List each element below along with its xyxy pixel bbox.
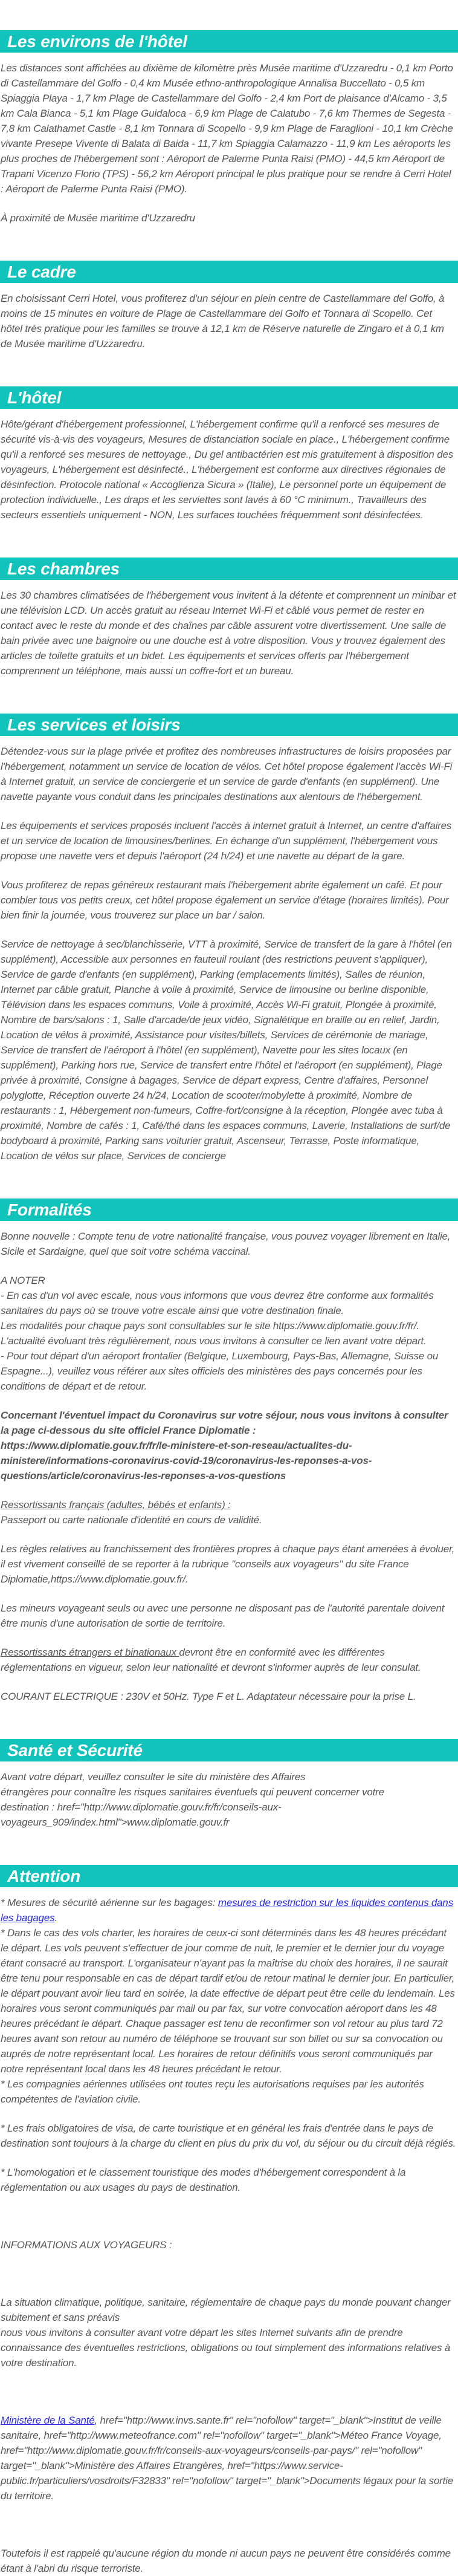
french-nationals-block	[1, 1497, 456, 1527]
note-line-border-airport: - Pour tout départ d'un aéroport frontalier (Belgique, Luxembourg, Pays-Bas, Allemagne, Suisse ou Espagne...), veuillez vous référer aux sites officiels des ministères des pays concernés pour les conditions de départ et de retour.	[1, 1350, 439, 1392]
note-line-website: Les modalités pour chaque pays sont consultables sur le site https://www.diplomatie.gouv.fr/fr/. L'actualité évoluant très régulièrement, nous vous invitons à consulter ce lien avant votre départ.	[1, 1320, 427, 1347]
services-leisure-text: Détendez-vous sur la plage privée et profitez des nombreuses infrastructures de loisirs proposées par l'hébergement, notamment un service de location de vélos. Cet hôtel propose également l'accès Wi-Fi à Internet gratuit, un service de conciergerie et un service de garde d'enfants (en supplément). Une navette payante vous conduit dans les principales destinations aux alentours de l'hébergement.	[1, 746, 453, 802]
section-services	[0, 714, 458, 1163]
formalities-note-block	[1, 1273, 456, 1394]
visa-fees-text: * Les frais obligatoires de visa, de carte touristique et en général les frais d'entrée dans le pays de destination sont toujours à la charge du client en plus du prix du vol, du séjour ou du circuit déjà réglés.	[1, 2122, 456, 2149]
situation-block	[1, 2295, 456, 2370]
surroundings-distances-text: Les distances sont affichées au dixième de kilomètre près Musée maritime d'Uzzaredru - 0,1 km Porto di Castellammare del Golfo - 0,4 km Musée ethno-anthropologique Annalisa Buccellato - 0,5 km Spiaggia Playa - 1,7 km Plage de Castellammare del Golfo - 2,4 km Port de plaisance d'Alcamo - 3,5 km Cala Bianca - 5,1 km Plage Guidaloca - 6,9 km Plage de Calatubo - 7,6 km Thermes de Segesta - 7,8 km Calathamet Castle - 8,1 km Tonnara di Scopello - 9,9 km Plage de Faraglioni - 10,1 km Crèche vivante Presepe Vivente di Balata di Baida - 11,7 km Spiaggia Calamazzo - 11,9 km Les aéroports les plus proches de l'hébergement sont : Aéroport de Palerme Punta Raisi (PMO) - 44,5 km Aéroport de Trapani Vicenzo Florio (TPS) - 56,2 km Aéroport principal le plus pratique pour se rendre à Cerri Hotel : Aéroport de Palerme Punta Raisi (PMO).	[1, 62, 453, 195]
covid-notice-url: https://www.diplomatie.gouv.fr/fr/le-ministere-et-son-reseau/actualites-du-ministere/informations-coronavirus-covid-19/coronavirus-les-reponses-a-vos-questions/article/coronavirus-les-reponses-a-vos-questions	[1, 1440, 372, 1482]
health-line-3: destination : href="http://www.diplomatie.gouv.fr/fr/conseils-aux-voyageurs_909/index.html">www.diplomatie.gouv.fr	[1, 1801, 282, 1828]
section-header-hotel: L'hôtel	[0, 386, 458, 409]
section-health-safety	[0, 1739, 458, 1830]
baggage-security-line	[1, 1895, 456, 1925]
section-header-attention: Attention	[0, 1865, 458, 1887]
note-heading: A NOTER	[1, 1275, 45, 1286]
baggage-security-suffix: .	[54, 1912, 58, 1924]
french-nationals-heading: Ressortissants français (adultes, bébés et enfants) :	[1, 1499, 231, 1511]
note-line-stopover: - En cas d'un vol avec escale, nous vous informons que vous devrez être conforme aux formalités sanitaires du pays où se trouve votre escale ainsi que votre destination finale.	[1, 1290, 434, 1316]
section-attention	[0, 1865, 458, 2576]
airlines-authorizations-text: * Les compagnies aériennes utilisées ont toutes reçu les autorisations requises par les autorités compétentes de l'aviation civile.	[1, 2078, 424, 2105]
homologation-text: * L'homologation et le classement touristique des modes d'hébergement correspondent à la réglementation ou aux usages du pays de destination.	[1, 2167, 406, 2193]
services-dining-text: Vous profiterez de repas généreux restaurant mais l'hébergement abrite également un café. Et pour combler tous vos petits creux, cet hôtel propose également un service d'étage (horaires limités). Pour bien finir la journée, vous trouverez sur place un bar / salon.	[1, 879, 449, 921]
section-header-services: Les services et loisirs	[0, 714, 458, 736]
minors-text: Les mineurs voyageant seuls ou avec une personne ne disposant pas de l'autorité parentale doivent être munis d'une autorisation de sortie de territoire.	[1, 1602, 445, 1629]
french-nationals-text: Passeport ou carte nationale d'identité en cours de validité.	[1, 1514, 262, 1526]
health-line-2: étrangères pour connaître les risques sanitaires éventuels qui peuvent concerner votre	[1, 1786, 384, 1798]
foreign-nationals-heading: Ressortissants étrangers et binationaux	[1, 1647, 179, 1658]
health-ministry-link[interactable]: Ministère de la Santé	[1, 2415, 95, 2426]
official-sites-block	[1, 2413, 456, 2503]
section-setting	[0, 261, 458, 351]
terrorism-warning-text: Toutefois il est rappelé qu'aucune région du monde ni aucun pays ne peuvent être considérés comme étant à l'abri du risque terroriste.	[1, 2548, 451, 2574]
section-header-formalities: Formalités	[0, 1199, 458, 1221]
health-line-1: Avant votre départ, veuillez consulter le site du ministère des Affaires	[1, 1771, 306, 1783]
section-header-surroundings: Les environs de l'hôtel	[0, 30, 458, 53]
health-advice-block	[1, 1769, 456, 1830]
section-header-setting: Le cadre	[0, 261, 458, 283]
services-equipment-text: Les équipements et services proposés incluent l'accès à internet gratuit à Internet, un centre d'affaires et un service de location de limousines/berlines. En échange d'un supplément, l'hébergement vous propose une navette vers et depuis l'aéroport (24 h/24) et une navette au départ de la gare.	[1, 820, 452, 862]
electric-current-text: COURANT ELECTRIQUE : 230V et 50Hz. Type F et L. Adaptateur nécessaire pour la prise L.	[1, 1691, 416, 1702]
travellers-info-heading: INFORMATIONS AUX VOYAGEURS :	[1, 2239, 172, 2251]
hotel-description-page	[0, 30, 458, 2576]
border-rules-text: Les règles relatives au franchissement des frontières propres à chaque pays étant amenées à évoluer, il est vivement conseillé de se reporter à la rubrique "conseils aux voyageurs" du site France Diplomatie,https://www.diplomatie.gouv.fr/.	[1, 1543, 455, 1585]
foreign-nationals-block	[1, 1645, 456, 1675]
section-rooms	[0, 558, 458, 678]
hotel-measures-text: Hôte/gérant d'hébergement professionnel, L'hébergement confirme qu'il a renforcé ses mesures de sécurité vis-à-vis des voyageurs, Mesures de distanciation sociale en place., L'hébergement confirme qu'il a renforcé ses mesures de nettoyage., Du gel antibactérien est mis gratuitement à disposition des voyageurs, L'hébergement est désinfecté., L'hébergement est conforme aux directives régionales de désinfection. Protocole national « Accoglienza Sicura » (Italie), Le personnel porte un équipement de protection individuelle., Les draps et les serviettes sont lavés à 60 °C minimum., Travailleurs des secteurs essentiels uniquement - NON, Les surfaces touchées fréquemment sont désinfectées.	[1, 418, 454, 521]
section-formalities	[0, 1199, 458, 1704]
covid-notice-text: Concernant l'éventuel impact du Coronavirus sur votre séjour, nous vous invitons à consulter la page ci-dessous du site officiel France Diplomatie :	[1, 1410, 448, 1436]
section-hotel	[0, 386, 458, 522]
official-sites-text: , href="http://www.invs.sante.fr" rel="nofollow" target="_blank">Institut de veille sanitaire, href="http://www.meteofrance.com" rel="nofollow" target="_blank">Méteo France Voyage, href="http://www.diplomatie.gouv.fr/fr/conseils-aux-voyageurs/conseils-par-pays/" rel="nofollow" target="_blank">Ministère des Affaires Etrangères, href="https://www.service-public.fr/particuliers/vosdroits/F32833" rel="nofollow" target="_blank">Documents légaux pour la sortie du territoire.	[1, 2415, 453, 2502]
covid-notice-block	[1, 1408, 456, 1483]
section-header-health-safety: Santé et Sécurité	[0, 1739, 458, 1761]
situation-line-2: nous vous invitons à consulter avant votre départ les sites Internet suivants afin de prendre connaissance des éventuelles restrictions, obligations ou tout simplement des informations relatives à votre destination.	[1, 2327, 451, 2369]
section-header-rooms: Les chambres	[0, 558, 458, 580]
section-surroundings	[0, 30, 458, 226]
charter-flights-text: * Dans le cas des vols charter, les horaires de ceux-ci sont déterminés dans les 48 heures précédant le départ. Les vols peuvent s'effectuer de jour comme de nuit, le premier et le dernier jour du voyage étant consacré au transport. L'organisateur n'ayant pas la maîtrise du choix des horaires, il ne saurait être tenu pour responsable en cas de départ tardif et/ou de retour matinal le dernier jour. En particulier, le départ pouvant avoir lieu tard en soirée, la date effective de départ peut être celle du lendemain. Les horaires vous seront communiqués par mail ou par fax, sur votre convocation aéroport dans les 48 heures précédant le départ. Chaque passager est tenu de reconfirmer son vol retour au plus tard 72 heures avant son retour au numéro de téléphone se trouvant sur son billet ou sur sa convocation ou auprés de notre représentant local. Les horaires de retour définitifs vous seront communiqués par notre représentant local dans les 48 heures précédant le retour.	[1, 1927, 455, 2075]
services-amenities-list: Service de nettoyage à sec/blanchisserie, VTT à proximité, Service de transfert de la gare à l'hôtel (en supplément), Accessible aux personnes en fauteuil roulant (des restrictions peuvent s'appliquer), Service de garde d'enfants (en supplément), Parking (emplacements limités), Salles de réunion, Internet par câble gratuit, Planche à voile à proximité, Service de limousine ou berline disponible, Télévision dans les espaces communs, Voile à proximité, Accès Wi-Fi gratuit, Plongée à proximité, Nombre de bars/salons : 1, Salle d'arcade/de jeux vidéo, Signalétique en braille ou en relief, Jardin, Location de vélos à proximité, Assistance pour visites/billets, Services de cérémonie de mariage, Service de transfert de l'aéroport à l'hôtel (en supplément), Navette pour les sites locaux (en supplément), Parking hors rue, Service de transfert entre l'hôtel et l'aéroport (en supplément), Plage privée à proximité, Consigne à bagages, Service de départ express, Centre d'affaires, Personnel polyglotte, Réception ouverte 24 h/24, Location de scooter/mobylette à proximité, Nombre de restaurants : 1, Hébergement non-fumeurs, Coffre-fort/consigne à la réception, Plongée avec tuba à proximité, Nombre de cafés : 1, Café/thé dans les espaces communs, Laverie, Installations de surf/de bodyboard à proximité, Parking sans voiturier gratuit, Ascenseur, Terrasse, Poste informatique, Location de vélos sur place, Services de concierge	[1, 938, 452, 1162]
formalities-good-news-text: Bonne nouvelle : Compte tenu de votre nationalité française, vous pouvez voyager librement en Italie, Sicile et Sardaigne, quel que soit votre schéma vaccinal.	[1, 1231, 451, 1257]
foreign-nationals-text: devront être en conformité avec les différentes réglementations en vigueur, selon leur nationalité et devront s'informer auprès de leur consulat.	[1, 1647, 421, 1673]
setting-text: En choisissant Cerri Hotel, vous profiterez d'un séjour en plein centre de Castellammare del Golfo, à moins de 15 minutes en voiture de Plage de Castellammare del Golfo et Tonnara di Scopello. Cet hôtel très pratique pour les familles se trouve à 12,1 km de Réserve naturelle de Zingaro et à 0,1 km de Musée maritime d'Uzzaredru.	[1, 293, 445, 350]
baggage-security-prefix: * Mesures de sécurité aérienne sur les bagages:	[1, 1897, 218, 1908]
liquids-restriction-link[interactable]: mesures de restriction sur les liquides contenus dans les bagages	[1, 1897, 453, 1924]
situation-line-1: La situation climatique, politique, sanitaire, réglementaire de chaque pays du monde pouvant changer subitement et sans préavis	[1, 2297, 451, 2323]
rooms-text: Les 30 chambres climatisées de l'hébergement vous invitent à la détente et comprennent un minibar et une télévision LCD. Un accès gratuit au réseau Internet Wi-Fi et câblé vous permet de rester en contact avec le reste du monde et des chaînes par câble assurent votre divertissement. Une salle de bain privée avec une baignoire ou une douche est à votre disposition. Vous y trouvez également des articles de toilette gratuits et un bidet. Les équipements et services offerts par l'hébergement comprennent un téléphone, mais aussi un coffre-fort et un bureau.	[1, 590, 456, 677]
surroundings-nearby-text: À proximité de Musée maritime d'Uzzaredru	[1, 212, 195, 224]
